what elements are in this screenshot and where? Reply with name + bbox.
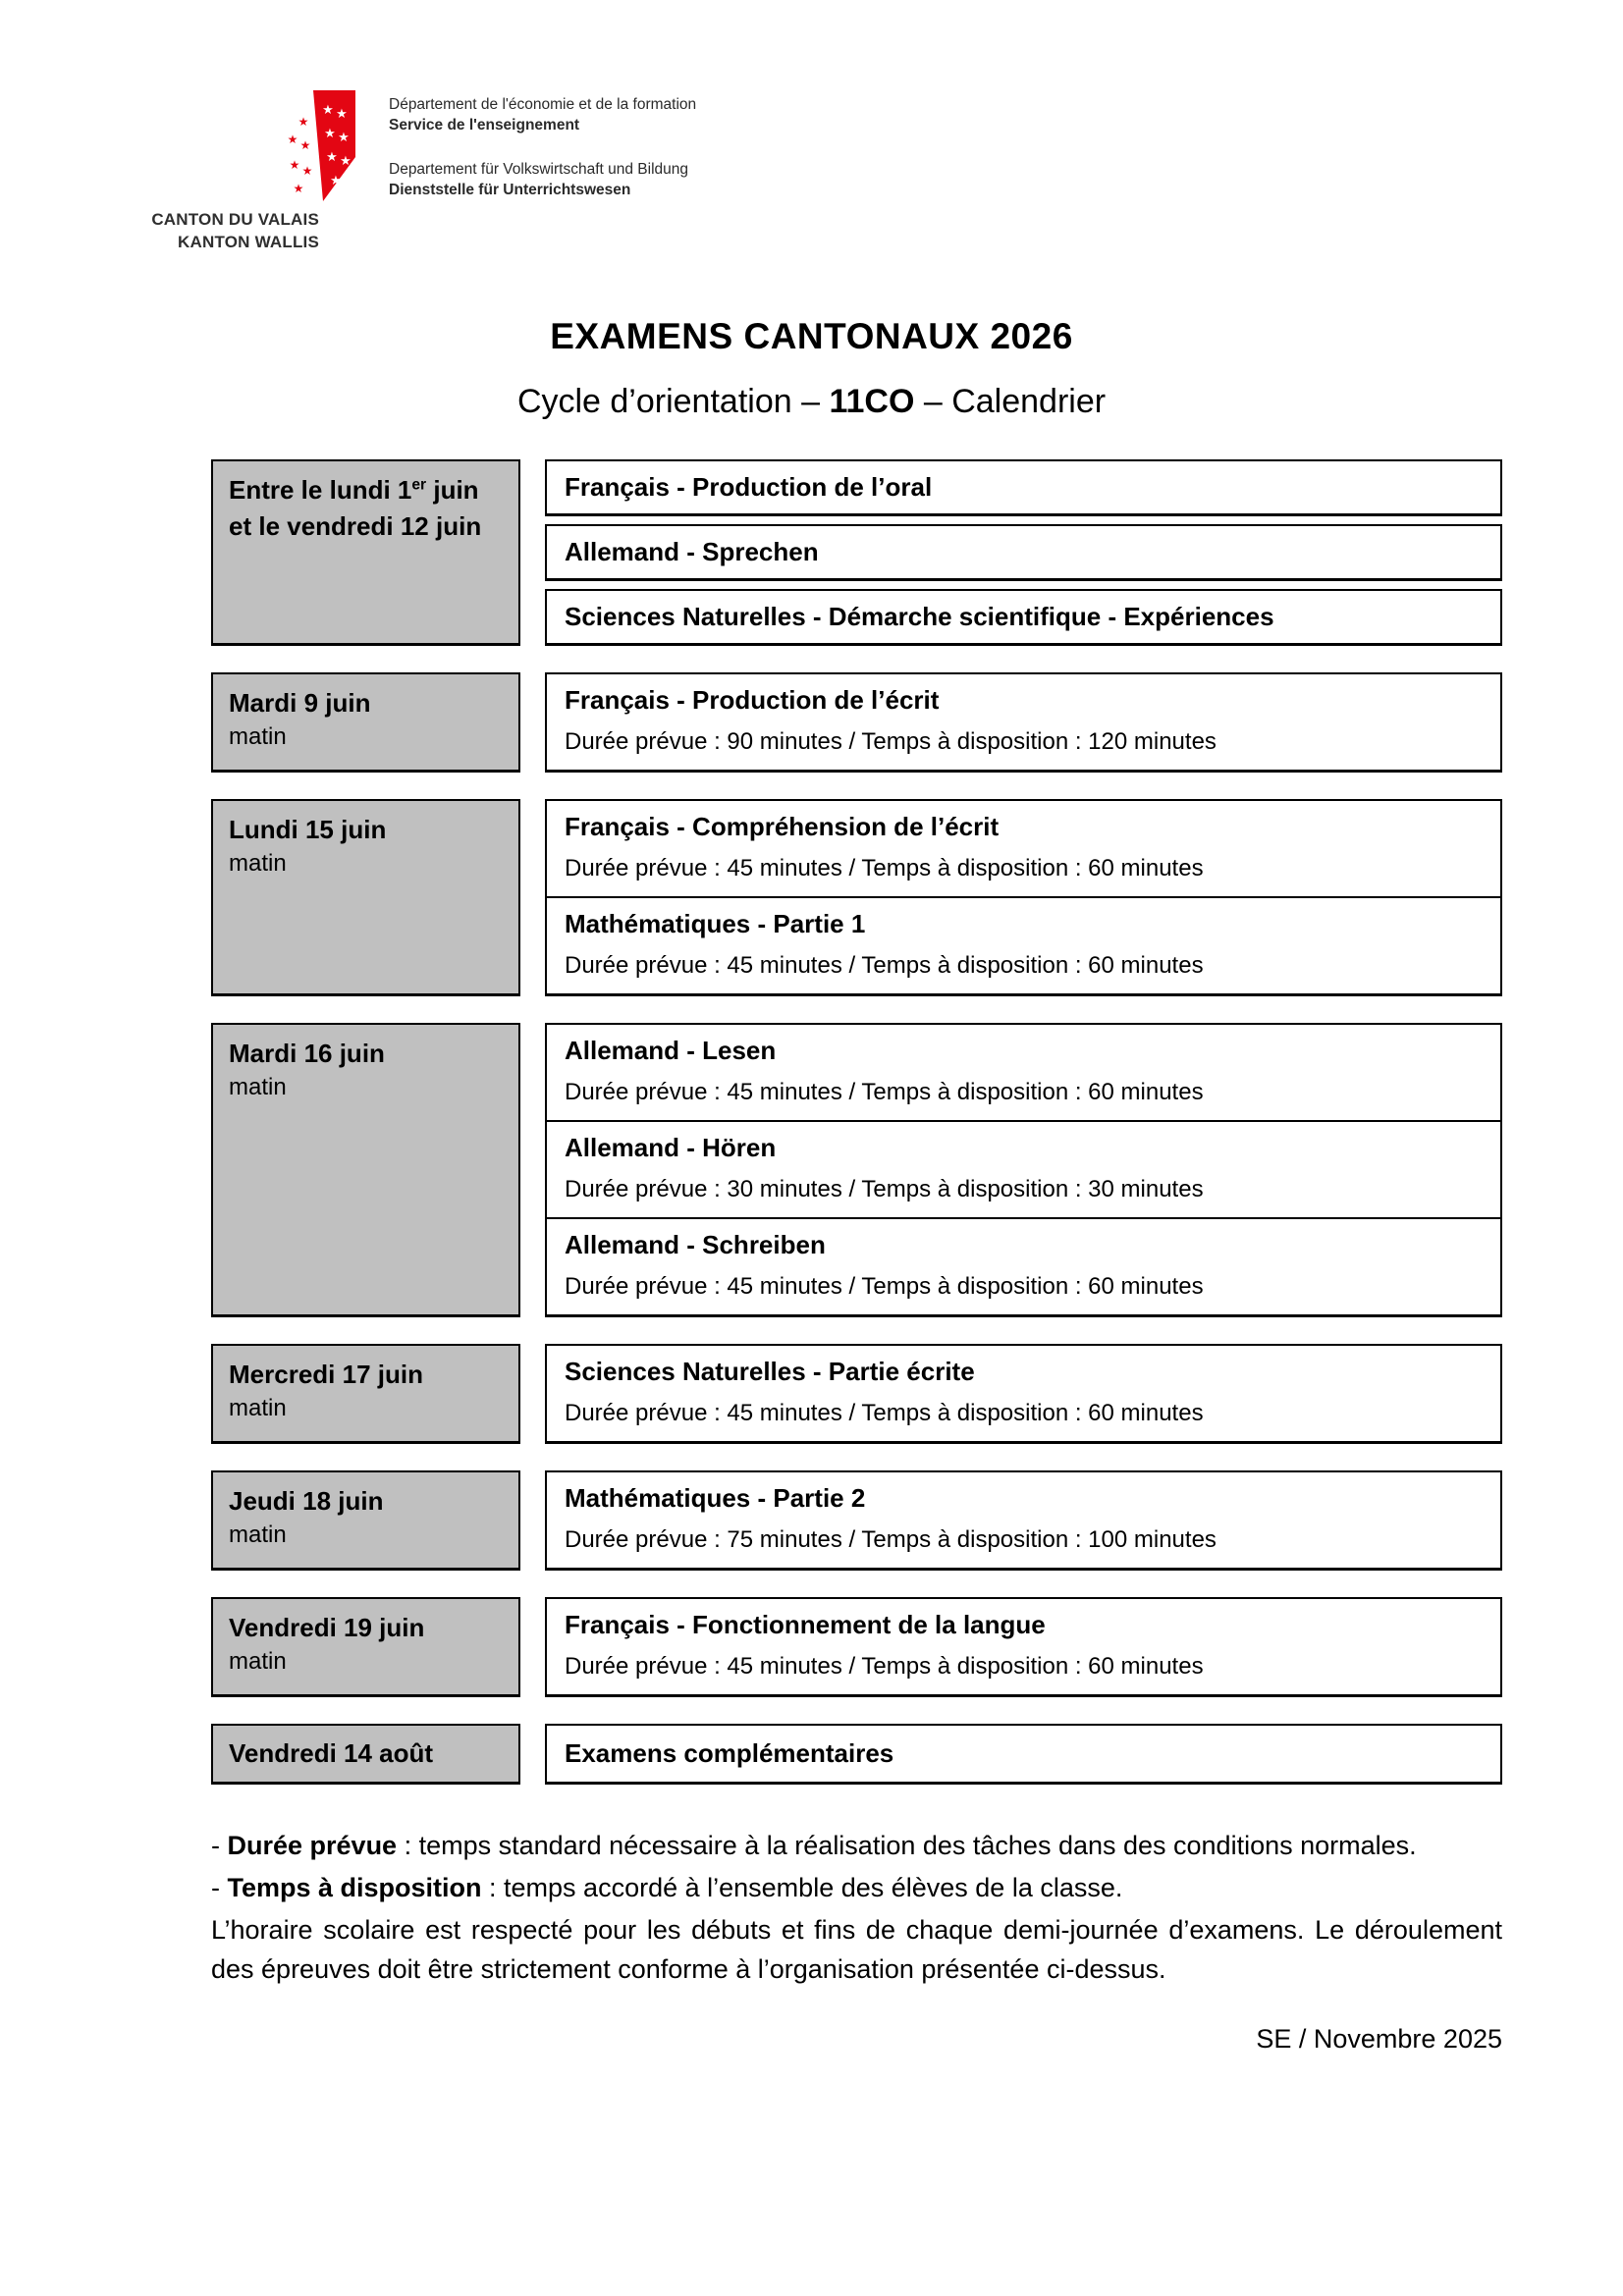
service-de: Dienststelle für Unterrichtswesen — [389, 182, 631, 198]
date-label: Mercredi 17 juin — [229, 1360, 423, 1389]
document-footer: SE / Novembre 2025 — [1256, 2024, 1502, 2054]
exam-title: Allemand - Sprechen — [565, 537, 819, 566]
date-period: matin — [229, 1648, 287, 1675]
svg-text:★: ★ — [289, 158, 300, 172]
svg-text:★: ★ — [322, 103, 334, 118]
exam-box — [545, 589, 1502, 646]
date-box — [211, 672, 520, 773]
date-box — [211, 1023, 520, 1317]
exam-duration: Durée prévue : 45 minutes / Temps à disposition : 60 minutes — [565, 1653, 1204, 1680]
letterhead — [0, 0, 1623, 275]
exam-box — [545, 1724, 1502, 1785]
exam-title: Sciences Naturelles - Partie écrite — [565, 1357, 975, 1386]
date-label: Mardi 9 juin — [229, 688, 371, 718]
exam-column — [545, 1023, 1502, 1317]
date-label: Vendredi 14 août — [229, 1738, 434, 1768]
exam-duration: Durée prévue : 45 minutes / Temps à disposition : 60 minutes — [565, 952, 1204, 979]
svg-text:★: ★ — [338, 131, 350, 145]
date-box — [211, 1470, 520, 1571]
canton-name-fr: CANTON DU VALAIS — [151, 210, 319, 229]
exam-duration: Durée prévue : 30 minutes / Temps à disposition : 30 minutes — [565, 1176, 1204, 1202]
svg-text:★: ★ — [330, 174, 342, 188]
date-box — [211, 1344, 520, 1444]
exam-box — [545, 672, 1502, 773]
date-label: Lundi 15 juin — [229, 815, 387, 844]
date-label: Vendredi 19 juin — [229, 1613, 425, 1642]
exam-title: Français - Production de l’écrit — [565, 685, 940, 715]
exam-title: Français - Compréhension de l’écrit — [565, 812, 1000, 841]
date-box — [211, 1724, 520, 1785]
date-box — [211, 799, 520, 996]
footnotes — [211, 1826, 1502, 1989]
svg-text:★: ★ — [336, 107, 348, 122]
schedule-row — [211, 1023, 1502, 1317]
page-title: EXAMENS CANTONAUX 2026 — [550, 316, 1073, 356]
exam-column — [545, 672, 1502, 773]
schedule-table — [211, 459, 1502, 2055]
exam-column — [545, 1597, 1502, 1697]
exam-duration: Durée prévue : 75 minutes / Temps à disposition : 100 minutes — [565, 1526, 1217, 1553]
exam-duration: Durée prévue : 45 minutes / Temps à disposition : 60 minutes — [565, 1079, 1204, 1105]
exam-box — [545, 1597, 1502, 1697]
page-subtitle: Cycle d’orientation – 11CO – Calendrier — [516, 383, 1107, 420]
date-period: matin — [229, 850, 287, 877]
svg-text:★: ★ — [326, 150, 338, 165]
canton-name-de: KANTON WALLIS — [178, 233, 319, 251]
exam-title: Examens complémentaires — [565, 1738, 894, 1768]
schedule-row — [211, 672, 1502, 773]
exam-column — [545, 1470, 1502, 1571]
exam-entry — [547, 896, 1500, 993]
schedule-row — [211, 1724, 1502, 1785]
exam-title: Allemand - Hören — [565, 1133, 777, 1162]
note-temps-disposition: - Temps à disposition : temps accordé à l’ensemble des élèves de la classe. — [211, 1873, 1123, 1902]
exam-entry — [547, 1025, 1500, 1120]
exam-box — [545, 1344, 1502, 1444]
schedule-row — [211, 1344, 1502, 1444]
exam-column — [545, 1344, 1502, 1444]
exam-title: Mathématiques - Partie 2 — [565, 1483, 866, 1513]
department-fr: Département de l'économie et de la formation — [389, 96, 697, 113]
date-period: matin — [229, 723, 287, 750]
exam-entry — [547, 1599, 1500, 1694]
exam-column — [545, 459, 1502, 646]
exam-column — [545, 799, 1502, 996]
document-title-block — [0, 316, 1623, 421]
exam-box — [545, 524, 1502, 581]
svg-text:★: ★ — [340, 154, 352, 169]
svg-text:★: ★ — [287, 133, 298, 146]
exam-duration: Durée prévue : 45 minutes / Temps à disposition : 60 minutes — [565, 1273, 1204, 1300]
date-box — [211, 1597, 520, 1697]
exam-entry — [547, 1120, 1500, 1217]
schedule-row — [211, 459, 1502, 646]
exam-box — [545, 459, 1502, 516]
note-horaire: L’horaire scolaire est respecté pour les débuts et fins de chaque demi-journée d’examens. Le déroulement des épreuves doit être strictement conforme à l’organisation présentée ci-dessus. — [211, 1915, 1502, 1984]
exam-box — [545, 1470, 1502, 1571]
department-block — [389, 94, 696, 200]
svg-text:★: ★ — [293, 182, 304, 195]
date-box — [211, 459, 520, 646]
exam-title: Français - Fonctionnement de la langue — [565, 1610, 1046, 1639]
exam-entry — [547, 1472, 1500, 1568]
schedule-row — [211, 1597, 1502, 1697]
date-period: matin — [229, 1522, 287, 1548]
svg-text:★: ★ — [298, 115, 309, 129]
exam-title: Allemand - Schreiben — [565, 1230, 826, 1259]
exam-entry — [547, 1346, 1500, 1441]
service-fr: Service de l'enseignement — [389, 117, 580, 133]
note-duree-prevue: - Durée prévue : temps standard nécessaire à la réalisation des tâches dans des conditions normales. — [211, 1831, 1417, 1860]
exam-duration: Durée prévue : 45 minutes / Temps à disposition : 60 minutes — [565, 1400, 1204, 1426]
canton-valais-logo — [283, 88, 365, 208]
exam-entry — [547, 674, 1500, 770]
schedule-row — [211, 799, 1502, 996]
department-de: Departement für Volkswirtschaft und Bildung — [389, 161, 688, 178]
date-label: Entre le lundi 1er juin et le vendredi 12 juin — [229, 475, 482, 541]
date-label: Mardi 16 juin — [229, 1039, 385, 1068]
canton-name — [118, 208, 319, 253]
date-period: matin — [229, 1395, 287, 1421]
exam-title: Mathématiques - Partie 1 — [565, 909, 866, 938]
exam-column — [545, 1724, 1502, 1785]
exam-box — [545, 1023, 1502, 1317]
exam-box — [545, 799, 1502, 996]
date-period: matin — [229, 1074, 287, 1100]
exam-title: Sciences Naturelles - Démarche scientifique - Expériences — [565, 602, 1274, 631]
svg-text:★: ★ — [324, 127, 336, 141]
exam-entry — [547, 1217, 1500, 1314]
svg-text:★: ★ — [299, 138, 311, 152]
exam-title: Français - Production de l’oral — [565, 472, 933, 502]
exam-duration: Durée prévue : 90 minutes / Temps à disposition : 120 minutes — [565, 728, 1217, 755]
svg-text:★: ★ — [301, 164, 313, 178]
exam-title: Allemand - Lesen — [565, 1036, 777, 1065]
date-label: Jeudi 18 juin — [229, 1486, 384, 1516]
schedule-row — [211, 1470, 1502, 1571]
exam-duration: Durée prévue : 45 minutes / Temps à disposition : 60 minutes — [565, 855, 1204, 881]
exam-entry — [547, 801, 1500, 896]
